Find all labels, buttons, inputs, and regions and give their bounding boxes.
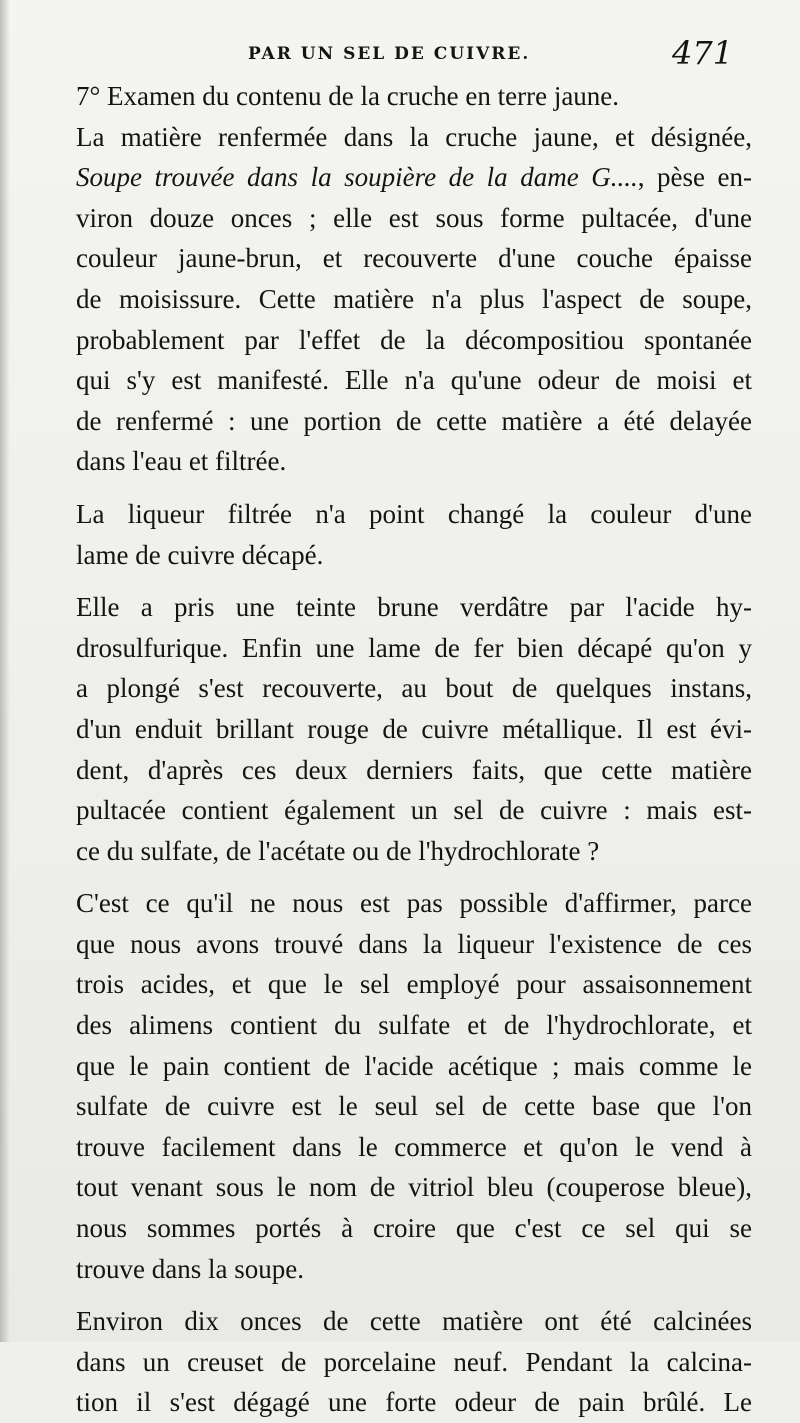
paragraph-2 (48, 494, 752, 575)
text-line: viron douze onces ; elle est sous forme pultacée, d'une (76, 202, 752, 233)
text-line: drosulfurique. Enfin une lame de fer bien décapé qu'on y (76, 632, 752, 663)
text-line: de renfermé : une portion de cette matière a été delayée (76, 405, 752, 436)
body-text (48, 76, 752, 1423)
text-line: 7° Examen du contenu de la cruche en terre jaune. (76, 81, 620, 111)
paragraph-4 (48, 883, 752, 1289)
text-line: qui s'y est manifesté. Elle n'a qu'une odeur de moisi et (76, 365, 752, 396)
text-line: Environ dix onces de cette matière ont été calcinées (76, 1306, 752, 1337)
text-line-italic-start (48, 157, 752, 198)
page-header (0, 34, 800, 74)
section-heading (48, 76, 752, 117)
text-line: tout venant sous le nom de vitriol bleu (couperose bleue), (76, 1172, 752, 1203)
text-line: que le pain contient de l'acide acétique ; mais comme le (76, 1050, 752, 1081)
text-line: a plongé s'est recouverte, au bout de quelques instans, (76, 673, 752, 704)
text-fragment: , pèse en- (637, 162, 752, 193)
running-head: PAR UN SEL DE CUIVRE. (248, 44, 531, 64)
text-line: tion il s'est dégagé une forte odeur de pain brûlé. Le (76, 1387, 752, 1418)
text-line: Elle a pris une teinte brune verdâtre par l'acide hy- (76, 592, 752, 623)
italic-title: Soupe trouvée dans la soupière de la dame G.... (76, 162, 638, 193)
text-line: trouve dans la soupe. (76, 1253, 304, 1284)
text-line: trois acides, et que le sel employé pour assaisonnement (76, 969, 752, 1000)
text-line: dent, d'après ces deux derniers faits, que cette matière (76, 754, 752, 785)
text-line: ce du sulfate, de l'acétate ou de l'hydrochlorate ? (76, 835, 600, 866)
text-line: de moisissure. Cette matière n'a plus l'aspect de soupe, (76, 283, 752, 314)
text-line: couleur jaune-brun, et recouverte d'une couche épaisse (76, 243, 752, 274)
text-line: dans un creuset de porcelaine neuf. Pendant la calcina- (76, 1346, 752, 1377)
text-line: La liqueur filtrée n'a point changé la couleur d'une (76, 498, 752, 529)
paragraph-5 (48, 1301, 752, 1423)
paragraph-1 (48, 117, 752, 482)
page-number: 471 (672, 34, 734, 72)
text-line: probablement par l'effet de la décompositiou spontanée (76, 324, 752, 355)
paragraph-3 (48, 587, 752, 871)
text-line: sulfate de cuivre est le seul sel de cette base que l'on (76, 1091, 752, 1122)
text-line: pultacée contient également un sel de cuivre : mais est- (76, 795, 752, 826)
page-edge-shadow (0, 0, 10, 1342)
text-line: lame de cuivre décapé. (76, 539, 324, 570)
text-line: trouve facilement dans le commerce et qu'on le vend à (76, 1131, 752, 1162)
text-line: que nous avons trouvé dans la liqueur l'existence de ces (76, 928, 752, 959)
text-line: C'est ce qu'il ne nous est pas possible d'affirmer, parce (76, 888, 752, 919)
text-line: d'un enduit brillant rouge de cuivre métallique. Il est évi- (76, 713, 752, 744)
text-line: nous sommes portés à croire que c'est ce sel qui se (76, 1213, 752, 1244)
text-line: des alimens contient du sulfate et de l'hydrochlorate, et (76, 1010, 752, 1041)
text-line: dans l'eau et filtrée. (76, 446, 287, 477)
text-line: La matière renfermée dans la cruche jaune, et désignée, (76, 121, 752, 152)
